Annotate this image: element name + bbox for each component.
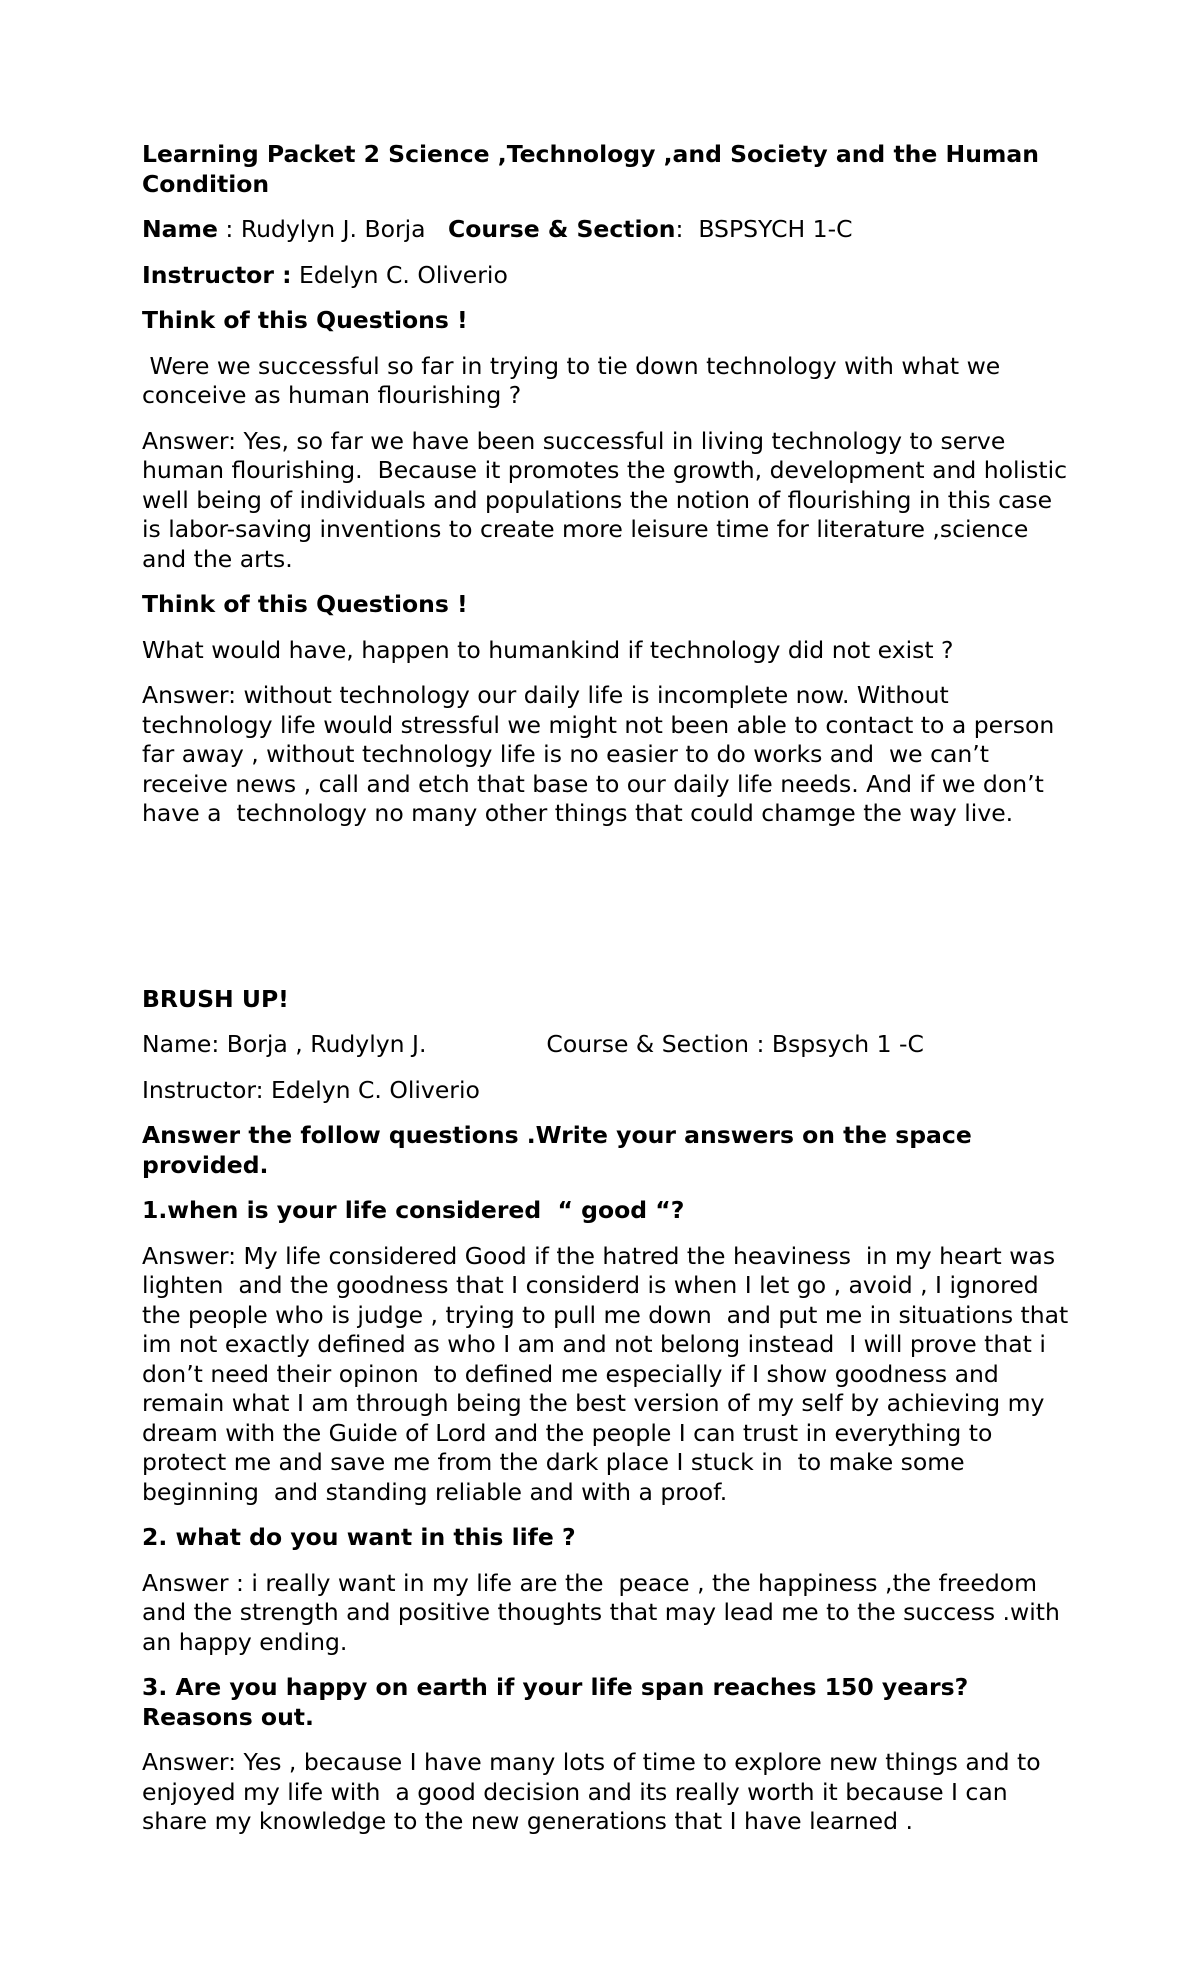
brushup-instructions: Answer the follow questions .Write your answers on the space provided.	[142, 1121, 980, 1179]
document-page	[142, 140, 1084, 1853]
brushup-answer-2: Answer : i really want in my life are the peace , the happiness ,the freedom and the strength and positive thoughts that may lead me to the success .with an happy ending.	[142, 1568, 1068, 1656]
brushup-question-3: 3. Are you happy on earth if your life span reaches 150 years? Reasons out.	[142, 1673, 977, 1731]
course-label: Course & Section	[448, 215, 676, 243]
name-separator: :	[217, 215, 241, 243]
course-separator: :	[675, 215, 699, 243]
name-label: Name	[142, 215, 218, 243]
brushup-answer-1: Answer: My life considered Good if the hatred the heaviness in my heart was lighten and the goodness that I considerd is when I let go , avoid , I ignored the people who is judge , trying to pull me down and put me in situations that im not exactly defined as who I am and not belong instead I will prove that i don’t need their opinon to defined me especially if I show goodness and remain what I am through being the best version of my self by achieving my dream with the Guide of Lord and the people I can trust in everything to protect me and save me from the dark place I stuck in to make some beginning and standing reliable and with a proof.	[142, 1241, 1084, 1506]
name-course-line	[142, 215, 1078, 245]
brushup-instructor: Instructor: Edelyn C. Oliverio	[142, 1075, 480, 1104]
question-2-heading: Think of this Questions !	[142, 590, 468, 618]
question-1-answer: Answer: Yes, so far we have been successful in living technology to serve human flourishing. Because it promotes the growth, development and holistic well being of individuals and populations the notion of flourishing in this case is labor-saving inventions to create more leisure time for literature ,science and the arts.	[142, 426, 1082, 573]
course-value: BSPSYCH 1-C	[698, 215, 853, 243]
question-2-answer: Answer: without technology our daily life is incomplete now. Without technology life would stressful we might not been able to contact to a person far away , without technology life is no easier to do works and we can’t receive news , call and etch that base to our daily life needs. And if we don’t have a technology no many other things that could chamge the way live.	[142, 681, 1062, 827]
brushup-question-1: 1.when is your life considered “ good “?	[142, 1196, 685, 1224]
brushup-course: Course & Section : Bspsych 1 -C	[546, 1030, 924, 1058]
question-1-heading: Think of this Questions !	[142, 306, 468, 334]
packet-title: Learning Packet 2 Science ,Technology ,and Society and the Human Condition	[142, 140, 1048, 198]
instructor-label: Instructor :	[142, 260, 292, 289]
brushup-question-2: 2. what do you want in this life ?	[142, 1523, 576, 1551]
brushup-name: Name: Borja , Rudylyn J.	[142, 1030, 427, 1058]
brushup-title: BRUSH UP!	[142, 984, 289, 1013]
question-1-text: Were we successful so far in trying to tie down technology with what we conceive as human flourishing ?	[142, 351, 1008, 409]
instructor-line	[142, 261, 1078, 291]
question-2-text: What would have, happen to humankind if technology did not exist ?	[142, 635, 954, 664]
brushup-answer-3: Answer: Yes , because I have many lots of time to explore new things and to enjoyed my life with a good decision and its really worth it because I can share my knowledge to the new generations that I have learned .	[142, 1748, 1049, 1835]
section-spacer	[142, 845, 1078, 985]
instructor-value: Edelyn C. Oliverio	[291, 260, 508, 289]
name-value: Rudylyn J. Borja	[240, 215, 426, 243]
brushup-name-course-line	[142, 1030, 1078, 1060]
